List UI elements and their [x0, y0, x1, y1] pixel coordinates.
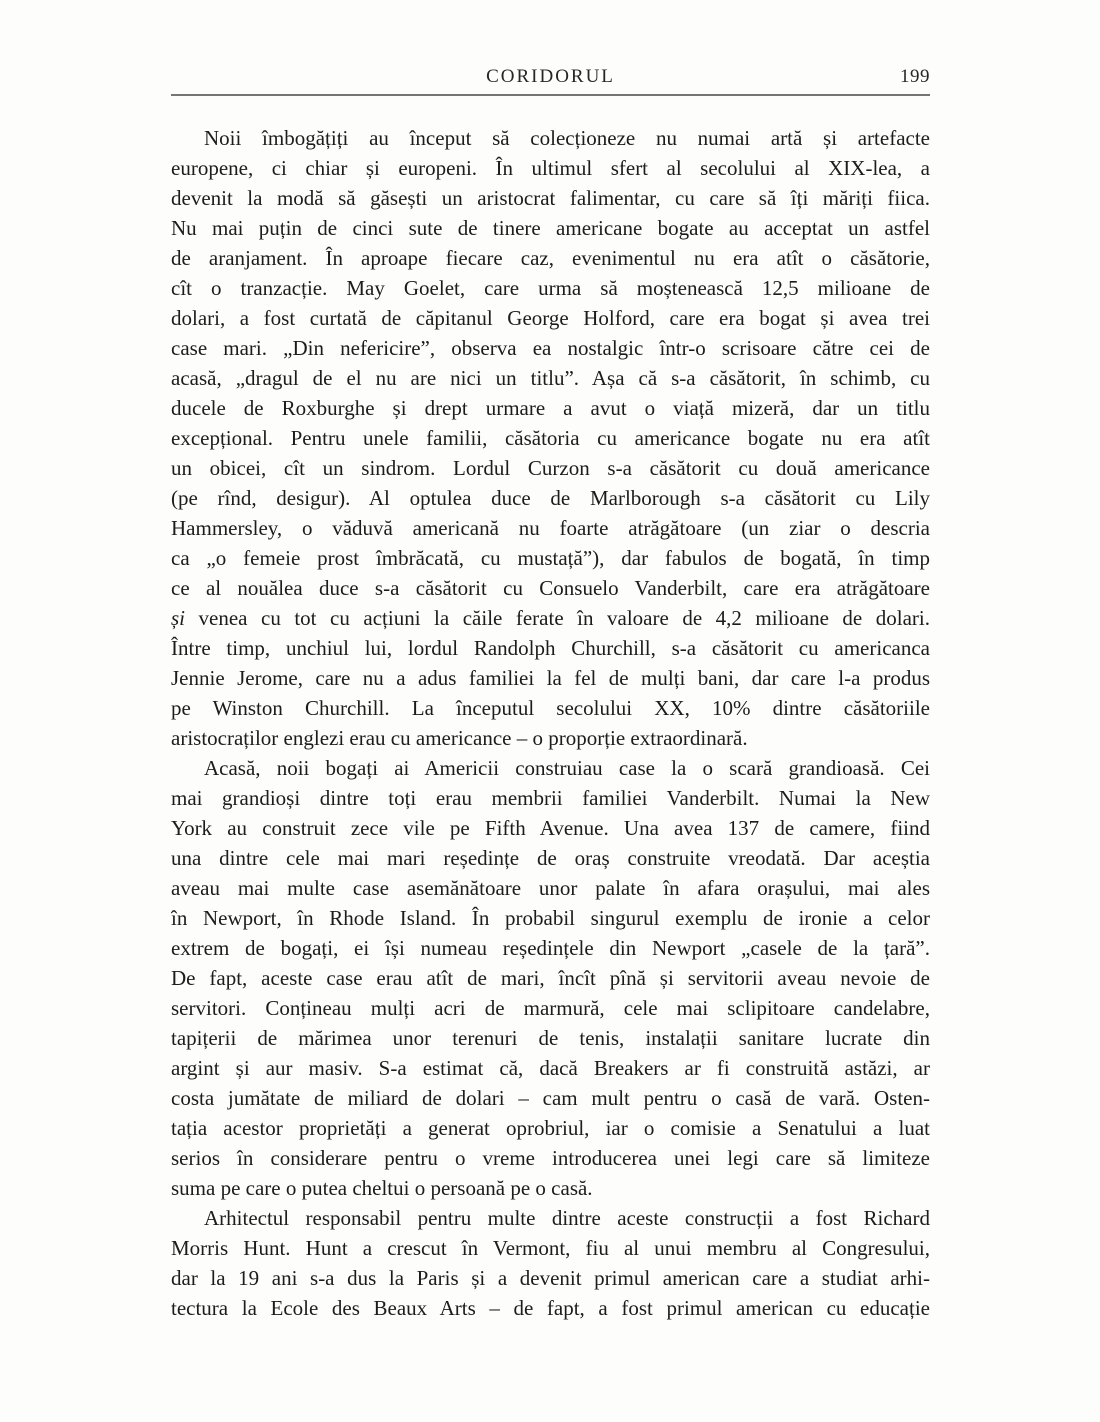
text-segment: argint și aur masiv. S-a estimat că, dacă Breakers ar fi construită astăzi, ar [171, 1056, 930, 1080]
text-segment: Jennie Jerome, care nu a adus familiei la fel de mulți bani, dar care l-a produs [171, 666, 930, 690]
text-line [171, 963, 930, 993]
text-segment: devenit la modă să găsești un aristocrat falimentar, cu care să îți măriți fiica. [171, 186, 930, 210]
text-segment: extrem de bogați, ei își numeau reședințele din Newport „casele de la țară”. [171, 936, 930, 960]
text-column [171, 66, 930, 1323]
text-segment: tectura la Ecole des Beaux Arts – de fapt, a fost primul american cu educație [171, 1296, 930, 1320]
text-segment: De fapt, aceste case erau atît de mari, încît pînă și servitorii aveau nevoie de [171, 966, 930, 990]
text-line [171, 933, 930, 963]
running-head-title: CORIDORUL [486, 66, 615, 87]
text-segment: mai grandioși dintre toți erau membrii familiei Vanderbilt. Numai la New [171, 786, 930, 810]
text-line [171, 543, 930, 573]
text-segment: ducele de Roxburghe și drept urmare a avut o viață mizeră, dar un titlu [171, 396, 930, 420]
text-line [171, 1053, 930, 1083]
text-line [171, 1173, 930, 1203]
text-line [171, 213, 930, 243]
text-segment: York au construit zece vile pe Fifth Avenue. Una avea 137 de camere, fiind [171, 816, 930, 840]
text-segment: europene, ci chiar și europeni. În ultimul sfert al secolului al XIX-lea, a [171, 156, 930, 180]
text-line [171, 1293, 930, 1323]
text-line [171, 1083, 930, 1113]
text-line [171, 393, 930, 423]
text-segment: Noii îmbogățiți au început să colecționeze nu numai artă și artefacte [204, 126, 930, 150]
text-segment: Acasă, noii bogați ai Americii construiau case la o scară grandioasă. Cei [204, 756, 930, 780]
text-line [171, 363, 930, 393]
text-segment: un obicei, cît un sindrom. Lordul Curzon s-a căsătorit cu două americance [171, 456, 930, 480]
text-segment: case mari. „Din nefericire”, observa ea nostalgic într-o scrisoare către cei de [171, 336, 930, 360]
text-segment: ca „o femeie prost îmbrăcată, cu mustață”), dar fabulos de bogată, în timp [171, 546, 930, 570]
text-segment: ce al nouălea duce s-a căsătorit cu Consuelo Vanderbilt, care era atrăgătoare [171, 576, 930, 600]
italic-text-segment: și [171, 606, 186, 630]
text-segment: servitori. Conțineau mulți acri de marmură, cele mai sclipitoare candelabre, [171, 996, 930, 1020]
text-line [171, 153, 930, 183]
text-line [171, 753, 930, 783]
text-segment: Morris Hunt. Hunt a crescut în Vermont, fiu al unui membru al Congresului, [171, 1236, 930, 1260]
text-segment: excepțional. Pentru unele familii, căsătoria cu americance bogate nu era atît [171, 426, 930, 450]
text-line [171, 1203, 930, 1233]
text-line [171, 483, 930, 513]
paragraph [171, 123, 930, 753]
text-segment: Arhitectul responsabil pentru multe dintre aceste construcții a fost Richard [204, 1206, 930, 1230]
text-line [171, 993, 930, 1023]
text-body [171, 123, 930, 1323]
text-segment: Nu mai puțin de cinci sute de tinere americane bogate au acceptat un astfel [171, 216, 930, 240]
text-line [171, 903, 930, 933]
text-segment: suma pe care o putea cheltui o persoană pe o casă. [171, 1176, 593, 1200]
text-segment: dar la 19 ani s-a dus la Paris și a devenit primul american care a studiat arhi- [171, 1266, 930, 1290]
text-line [171, 243, 930, 273]
text-segment: cît o tranzacție. May Goelet, care urma să moștenească 12,5 milioane de [171, 276, 930, 300]
text-line [171, 603, 930, 633]
text-line [171, 783, 930, 813]
text-segment: pe Winston Churchill. La începutul secolului XX, 10% dintre căsătoriile [171, 696, 930, 720]
text-line [171, 1143, 930, 1173]
text-segment: acasă, „dragul de el nu are nici un titlu”. Așa că s-a căsătorit, în schimb, cu [171, 366, 930, 390]
text-segment: aveau mai multe case asemănătoare unor palate în afara orașului, mai ales [171, 876, 930, 900]
text-line [171, 813, 930, 843]
text-line [171, 123, 930, 153]
text-line [171, 183, 930, 213]
text-segment: dolari, a fost curtată de căpitanul George Holford, care era bogat și avea trei [171, 306, 930, 330]
text-line [171, 843, 930, 873]
paragraph [171, 1203, 930, 1323]
text-line [171, 633, 930, 663]
text-segment: costa jumătate de miliard de dolari – cam mult pentru o casă de vară. Osten- [171, 1086, 930, 1110]
text-segment: tapițerii de mărimea unor terenuri de tenis, instalații sanitare lucrate din [171, 1026, 930, 1050]
text-line [171, 333, 930, 363]
text-segment: Hammersley, o văduvă americană nu foarte atrăgătoare (un ziar o descria [171, 516, 930, 540]
text-line [171, 303, 930, 333]
text-line [171, 273, 930, 303]
text-segment: aristocraților englezi erau cu americance – o proporție extraordinară. [171, 726, 748, 750]
page-number: 199 [900, 66, 930, 87]
text-segment: serios în considerare pentru o vreme introducerea unei legi care să limiteze [171, 1146, 930, 1170]
text-segment: (pe rînd, desigur). Al optulea duce de Marlborough s-a căsătorit cu Lily [171, 486, 930, 510]
text-segment: tația acestor proprietăți a generat oprobriul, iar o comisie a Senatului a luat [171, 1116, 930, 1140]
text-line [171, 1233, 930, 1263]
text-line [171, 693, 930, 723]
text-line [171, 1023, 930, 1053]
text-segment: Între timp, unchiul lui, lordul Randolph Churchill, s-a căsătorit cu americanca [171, 636, 930, 660]
text-line [171, 723, 930, 753]
text-segment: venea cu tot cu acțiuni la căile ferate în valoare de 4,2 milioane de dolari. [185, 606, 930, 630]
text-line [171, 663, 930, 693]
text-line [171, 453, 930, 483]
text-line [171, 423, 930, 453]
text-segment: în Newport, în Rhode Island. În probabil singurul exemplu de ironie a celor [171, 906, 930, 930]
text-line [171, 1113, 930, 1143]
text-line [171, 1263, 930, 1293]
paragraph [171, 753, 930, 1203]
text-segment: de aranjament. În aproape fiecare caz, evenimentul nu era atît o căsătorie, [171, 246, 930, 270]
page-header [171, 66, 930, 96]
text-line [171, 873, 930, 903]
text-line [171, 513, 930, 543]
text-segment: una dintre cele mai mari reședințe de oraș construite vreodată. Dar aceștia [171, 846, 930, 870]
text-line [171, 573, 930, 603]
